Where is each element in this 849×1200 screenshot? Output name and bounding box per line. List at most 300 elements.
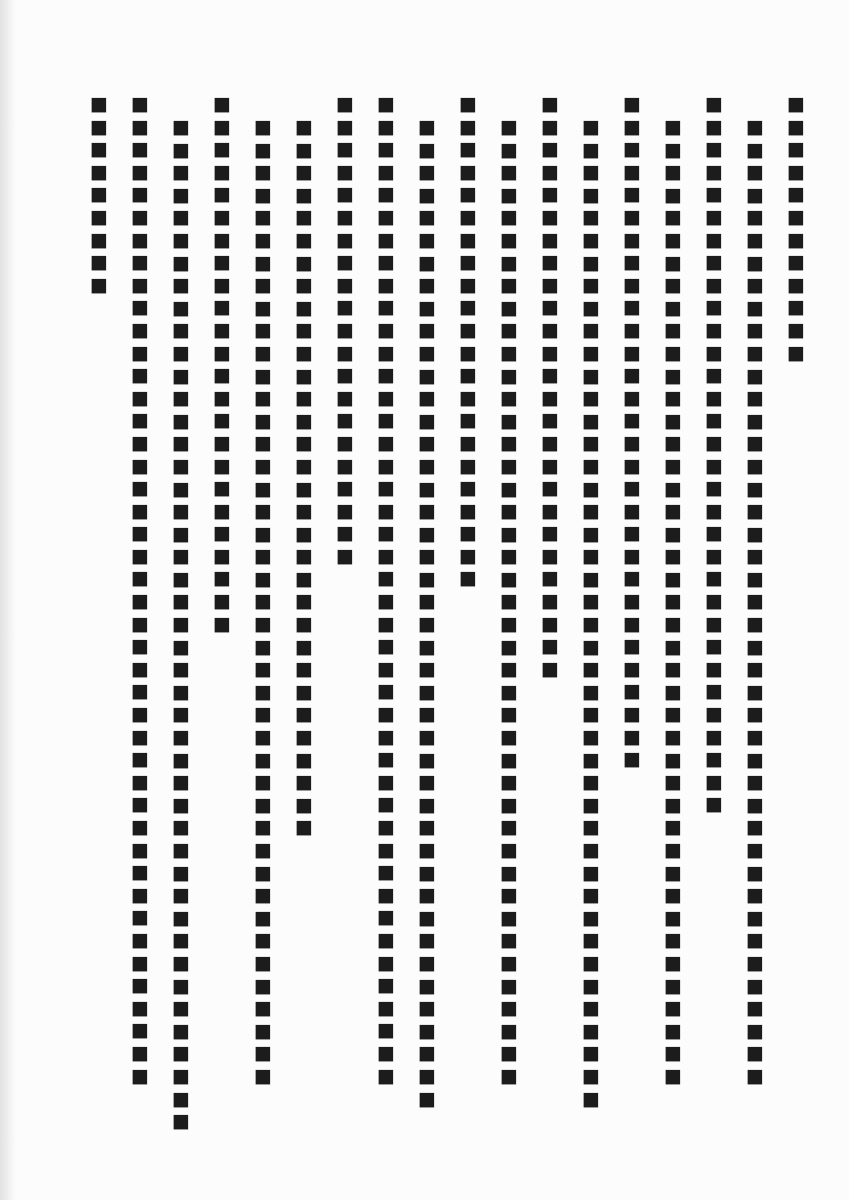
text-char: ■ bbox=[377, 816, 395, 838]
text-char: ■ bbox=[623, 251, 641, 274]
text-char: ■ bbox=[541, 341, 559, 364]
text-char: ■ bbox=[377, 454, 395, 477]
text-char: ■ bbox=[131, 160, 149, 183]
text-char: ■ bbox=[623, 115, 641, 138]
text-char: ■ bbox=[336, 364, 354, 387]
text-char: ■ bbox=[295, 567, 313, 590]
text-char: ■ bbox=[254, 1019, 272, 1042]
text-char: ■ bbox=[705, 228, 723, 251]
text-char: ■ bbox=[623, 431, 641, 454]
text-char: ■ bbox=[131, 951, 149, 974]
text-char: ■ bbox=[377, 680, 395, 703]
text-char: ■ bbox=[500, 997, 518, 1020]
text-char: ■ bbox=[541, 454, 559, 477]
text-char: ■ bbox=[664, 138, 682, 161]
text-char: ■ bbox=[664, 748, 682, 771]
text-char: ■ bbox=[418, 387, 436, 410]
text-char: ■ bbox=[746, 590, 764, 613]
text-char: ■ bbox=[705, 748, 723, 771]
text-char: ■ bbox=[418, 658, 436, 681]
text-char: ■ bbox=[459, 567, 477, 590]
text-char: ■ bbox=[336, 341, 354, 364]
text-char: ■ bbox=[254, 274, 272, 297]
text-char: ■ bbox=[213, 205, 231, 228]
text-char: ■ bbox=[254, 726, 272, 749]
text-char: ■ bbox=[705, 477, 723, 500]
text-char: ■ bbox=[172, 364, 190, 387]
text-char: ■ bbox=[541, 635, 559, 658]
text-char: ■ bbox=[295, 251, 313, 274]
text-char: ■ bbox=[623, 544, 641, 567]
text-char: ■ bbox=[500, 861, 518, 884]
text-char: ■ bbox=[295, 454, 313, 477]
text-char: ■ bbox=[254, 658, 272, 681]
text-char: ■ bbox=[500, 658, 518, 681]
text-char: ■ bbox=[295, 500, 313, 523]
text-char: ■ bbox=[254, 545, 272, 568]
text-char: ■ bbox=[131, 454, 149, 477]
text-char: ■ bbox=[582, 138, 600, 161]
text-char: ■ bbox=[705, 544, 723, 567]
text-char: ■ bbox=[459, 318, 477, 341]
text-char: ■ bbox=[582, 884, 600, 907]
text-char: ■ bbox=[172, 1087, 190, 1110]
text-char: ■ bbox=[541, 205, 559, 228]
text-char: ■ bbox=[254, 839, 272, 861]
text-char: ■ bbox=[582, 1064, 600, 1087]
text-char: ■ bbox=[90, 138, 108, 161]
text-char: ■ bbox=[623, 183, 641, 206]
text-char: ■ bbox=[213, 522, 231, 545]
text-char: ■ bbox=[172, 138, 190, 161]
text-char: ■ bbox=[664, 658, 682, 681]
text-char: ■ bbox=[664, 929, 682, 952]
text-char: ■ bbox=[254, 116, 272, 138]
text-char: ■ bbox=[787, 183, 805, 206]
text-char: ■ bbox=[172, 951, 190, 974]
text-char: ■ bbox=[500, 1042, 518, 1065]
text-char: ■ bbox=[623, 748, 641, 771]
text-char: ■ bbox=[746, 364, 764, 387]
text-char: ■ bbox=[213, 228, 231, 251]
text-char: ■ bbox=[172, 726, 190, 749]
text-char: ■ bbox=[295, 613, 313, 636]
text-char: ■ bbox=[254, 1064, 272, 1087]
text-char: ■ bbox=[131, 115, 149, 138]
text-char: ■ bbox=[418, 432, 436, 455]
text-char: ■ bbox=[336, 93, 354, 115]
text-char: ■ bbox=[418, 409, 436, 432]
text-char: ■ bbox=[787, 273, 805, 296]
text-char: ■ bbox=[295, 432, 313, 455]
text-char: ■ bbox=[623, 296, 641, 319]
text-char: ■ bbox=[541, 612, 559, 635]
text-char: ■ bbox=[623, 477, 641, 500]
text-char: ■ bbox=[664, 228, 682, 251]
text-char: ■ bbox=[254, 906, 272, 929]
text-char: ■ bbox=[459, 454, 477, 477]
text-char: ■ bbox=[746, 974, 764, 997]
text-char: ■ bbox=[213, 296, 231, 319]
text-char: ■ bbox=[254, 884, 272, 907]
text-char: ■ bbox=[336, 251, 354, 274]
text-char: ■ bbox=[664, 635, 682, 658]
text-char: ■ bbox=[295, 341, 313, 364]
text-char: ■ bbox=[131, 883, 149, 906]
text-char: ■ bbox=[541, 273, 559, 296]
text-char: ■ bbox=[418, 477, 436, 500]
text-char: ■ bbox=[377, 838, 395, 861]
text-char: ■ bbox=[705, 251, 723, 274]
text-char: ■ bbox=[459, 273, 477, 296]
text-char: ■ bbox=[418, 951, 436, 974]
text-char: ■ bbox=[131, 567, 149, 590]
text-char: ■ bbox=[377, 635, 395, 658]
text-char: ■ bbox=[213, 93, 231, 115]
text-char: ■ bbox=[541, 183, 559, 206]
text-char: ■ bbox=[705, 612, 723, 635]
text-char: ■ bbox=[459, 341, 477, 364]
text-char: ■ bbox=[418, 884, 436, 907]
text-char: ■ bbox=[746, 341, 764, 364]
text-char: ■ bbox=[664, 839, 682, 861]
text-char: ■ bbox=[90, 115, 108, 138]
text-char: ■ bbox=[541, 522, 559, 545]
text-char: ■ bbox=[582, 748, 600, 771]
text-char: ■ bbox=[541, 160, 559, 183]
text-char: ■ bbox=[787, 93, 805, 115]
text-char: ■ bbox=[541, 477, 559, 500]
text-char: ■ bbox=[418, 680, 436, 703]
text-char: ■ bbox=[582, 183, 600, 206]
text-char: ■ bbox=[500, 228, 518, 251]
text-char: ■ bbox=[377, 544, 395, 567]
text-char: ■ bbox=[254, 635, 272, 658]
text-char: ■ bbox=[500, 1019, 518, 1042]
text-char: ■ bbox=[172, 183, 190, 206]
text-char: ■ bbox=[746, 839, 764, 861]
text-char: ■ bbox=[705, 138, 723, 161]
text-char: ■ bbox=[746, 906, 764, 929]
text-line bbox=[498, 93, 520, 1133]
text-char: ■ bbox=[131, 996, 149, 1019]
text-char: ■ bbox=[459, 93, 477, 115]
text-char: ■ bbox=[336, 296, 354, 319]
text-char: ■ bbox=[172, 1110, 190, 1133]
text-char: ■ bbox=[336, 386, 354, 409]
text-char: ■ bbox=[295, 522, 313, 545]
text-line bbox=[744, 93, 766, 1133]
text-char: ■ bbox=[131, 477, 149, 500]
text-char: ■ bbox=[746, 500, 764, 523]
text-char: ■ bbox=[131, 725, 149, 748]
text-char: ■ bbox=[213, 454, 231, 477]
text-char: ■ bbox=[418, 839, 436, 861]
text-char: ■ bbox=[705, 431, 723, 454]
text-char: ■ bbox=[746, 228, 764, 251]
text-char: ■ bbox=[664, 703, 682, 726]
text-char: ■ bbox=[418, 364, 436, 387]
text-char: ■ bbox=[131, 1064, 149, 1087]
text-char: ■ bbox=[418, 613, 436, 636]
text-char: ■ bbox=[500, 748, 518, 771]
text-char: ■ bbox=[500, 432, 518, 455]
text-char: ■ bbox=[746, 432, 764, 455]
text-line bbox=[211, 93, 233, 1133]
scan-edge-shading bbox=[0, 0, 16, 1200]
text-char: ■ bbox=[377, 228, 395, 251]
text-char: ■ bbox=[746, 658, 764, 681]
text-char: ■ bbox=[705, 657, 723, 680]
text-char: ■ bbox=[582, 116, 600, 138]
text-char: ■ bbox=[459, 544, 477, 567]
text-char: ■ bbox=[623, 680, 641, 703]
text-char: ■ bbox=[336, 205, 354, 228]
text-line bbox=[170, 93, 192, 1133]
text-char: ■ bbox=[336, 183, 354, 206]
text-char: ■ bbox=[254, 974, 272, 997]
text-char: ■ bbox=[254, 161, 272, 184]
text-char: ■ bbox=[746, 545, 764, 568]
text-char: ■ bbox=[500, 364, 518, 387]
text-char: ■ bbox=[254, 793, 272, 816]
text-char: ■ bbox=[377, 431, 395, 454]
text-char: ■ bbox=[459, 477, 477, 500]
text-char: ■ bbox=[623, 499, 641, 522]
text-char: ■ bbox=[172, 296, 190, 319]
text-char: ■ bbox=[377, 974, 395, 997]
text-char: ■ bbox=[418, 138, 436, 161]
text-char: ■ bbox=[705, 205, 723, 228]
text-char: ■ bbox=[213, 364, 231, 387]
text-char: ■ bbox=[582, 997, 600, 1020]
text-char: ■ bbox=[664, 206, 682, 229]
text-char: ■ bbox=[377, 861, 395, 884]
text-char: ■ bbox=[131, 138, 149, 161]
text-char: ■ bbox=[418, 500, 436, 523]
text-char: ■ bbox=[131, 296, 149, 319]
text-char: ■ bbox=[459, 205, 477, 228]
text-char: ■ bbox=[746, 703, 764, 726]
text-char: ■ bbox=[172, 1042, 190, 1065]
text-char: ■ bbox=[254, 522, 272, 545]
text-char: ■ bbox=[582, 906, 600, 929]
text-char: ■ bbox=[172, 906, 190, 929]
text-char: ■ bbox=[213, 567, 231, 590]
text-char: ■ bbox=[623, 341, 641, 364]
text-char: ■ bbox=[664, 590, 682, 613]
text-char: ■ bbox=[172, 206, 190, 229]
text-char: ■ bbox=[705, 273, 723, 296]
text-char: ■ bbox=[664, 296, 682, 319]
text-char: ■ bbox=[213, 160, 231, 183]
text-char: ■ bbox=[541, 544, 559, 567]
text-char: ■ bbox=[336, 454, 354, 477]
text-char: ■ bbox=[500, 138, 518, 161]
text-line bbox=[662, 93, 684, 1133]
text-char: ■ bbox=[295, 726, 313, 749]
text-char: ■ bbox=[582, 274, 600, 297]
text-char: ■ bbox=[295, 793, 313, 816]
text-line bbox=[334, 93, 356, 1133]
text-char: ■ bbox=[459, 138, 477, 161]
text-char: ■ bbox=[172, 409, 190, 432]
text-char: ■ bbox=[664, 364, 682, 387]
text-char: ■ bbox=[664, 409, 682, 432]
text-char: ■ bbox=[459, 364, 477, 387]
text-char: ■ bbox=[623, 205, 641, 228]
text-char: ■ bbox=[664, 997, 682, 1020]
text-char: ■ bbox=[746, 1064, 764, 1087]
text-char: ■ bbox=[377, 1064, 395, 1087]
text-char: ■ bbox=[172, 251, 190, 274]
text-char: ■ bbox=[213, 115, 231, 138]
text-char: ■ bbox=[500, 703, 518, 726]
text-line bbox=[416, 93, 438, 1133]
text-char: ■ bbox=[90, 228, 108, 251]
text-char: ■ bbox=[746, 161, 764, 184]
text-char: ■ bbox=[131, 251, 149, 274]
text-char: ■ bbox=[746, 861, 764, 884]
text-char: ■ bbox=[582, 974, 600, 997]
text-char: ■ bbox=[746, 138, 764, 161]
text-char: ■ bbox=[500, 545, 518, 568]
text-char: ■ bbox=[664, 951, 682, 974]
text-char: ■ bbox=[254, 861, 272, 884]
text-char: ■ bbox=[787, 228, 805, 251]
text-char: ■ bbox=[746, 951, 764, 974]
text-char: ■ bbox=[172, 929, 190, 952]
text-char: ■ bbox=[623, 635, 641, 658]
text-char: ■ bbox=[582, 793, 600, 816]
text-char: ■ bbox=[295, 138, 313, 161]
text-char: ■ bbox=[377, 318, 395, 341]
text-char: ■ bbox=[254, 1042, 272, 1065]
text-char: ■ bbox=[705, 93, 723, 115]
text-char: ■ bbox=[582, 613, 600, 636]
text-char: ■ bbox=[418, 183, 436, 206]
text-char: ■ bbox=[787, 296, 805, 319]
text-char: ■ bbox=[705, 296, 723, 319]
text-char: ■ bbox=[623, 522, 641, 545]
text-char: ■ bbox=[582, 635, 600, 658]
text-char: ■ bbox=[377, 341, 395, 364]
text-char: ■ bbox=[500, 454, 518, 477]
text-char: ■ bbox=[131, 522, 149, 545]
text-char: ■ bbox=[664, 319, 682, 342]
text-char: ■ bbox=[131, 928, 149, 951]
text-char: ■ bbox=[254, 206, 272, 229]
text-char: ■ bbox=[664, 1064, 682, 1087]
text-char: ■ bbox=[418, 545, 436, 568]
text-char: ■ bbox=[459, 183, 477, 206]
text-char: ■ bbox=[664, 183, 682, 206]
text-char: ■ bbox=[705, 160, 723, 183]
text-char: ■ bbox=[582, 409, 600, 432]
text-char: ■ bbox=[787, 205, 805, 228]
text-char: ■ bbox=[500, 522, 518, 545]
text-line bbox=[375, 93, 397, 1133]
text-char: ■ bbox=[664, 884, 682, 907]
text-char: ■ bbox=[500, 206, 518, 229]
text-char: ■ bbox=[541, 318, 559, 341]
text-char: ■ bbox=[664, 387, 682, 410]
text-char: ■ bbox=[459, 522, 477, 545]
text-char: ■ bbox=[500, 500, 518, 523]
text-char: ■ bbox=[295, 364, 313, 387]
text-char: ■ bbox=[582, 680, 600, 703]
text-char: ■ bbox=[213, 431, 231, 454]
text-char: ■ bbox=[418, 590, 436, 613]
text-char: ■ bbox=[90, 251, 108, 274]
text-char: ■ bbox=[377, 703, 395, 726]
text-char: ■ bbox=[459, 499, 477, 522]
text-char: ■ bbox=[418, 319, 436, 342]
text-char: ■ bbox=[377, 883, 395, 906]
text-char: ■ bbox=[459, 296, 477, 319]
text-char: ■ bbox=[500, 816, 518, 839]
text-char: ■ bbox=[623, 703, 641, 726]
text-char: ■ bbox=[254, 409, 272, 432]
text-char: ■ bbox=[172, 658, 190, 681]
text-char: ■ bbox=[254, 929, 272, 952]
text-char: ■ bbox=[418, 703, 436, 726]
text-char: ■ bbox=[746, 884, 764, 907]
text-char: ■ bbox=[131, 93, 149, 115]
text-char: ■ bbox=[295, 680, 313, 703]
text-char: ■ bbox=[582, 951, 600, 974]
text-char: ■ bbox=[582, 228, 600, 251]
text-char: ■ bbox=[746, 771, 764, 794]
text-char: ■ bbox=[131, 183, 149, 206]
text-char: ■ bbox=[582, 816, 600, 839]
text-char: ■ bbox=[90, 93, 108, 115]
text-char: ■ bbox=[336, 273, 354, 296]
text-char: ■ bbox=[295, 771, 313, 794]
text-char: ■ bbox=[623, 567, 641, 590]
text-char: ■ bbox=[418, 997, 436, 1020]
text-char: ■ bbox=[336, 115, 354, 138]
text-char: ■ bbox=[254, 951, 272, 974]
text-char: ■ bbox=[295, 116, 313, 138]
text-char: ■ bbox=[582, 161, 600, 184]
text-char: ■ bbox=[377, 93, 395, 115]
text-char: ■ bbox=[746, 522, 764, 545]
text-char: ■ bbox=[541, 251, 559, 274]
text-char: ■ bbox=[172, 567, 190, 590]
text-char: ■ bbox=[705, 793, 723, 816]
text-char: ■ bbox=[131, 770, 149, 793]
text-char: ■ bbox=[705, 364, 723, 387]
text-char: ■ bbox=[500, 839, 518, 861]
text-char: ■ bbox=[541, 93, 559, 115]
text-char: ■ bbox=[418, 251, 436, 274]
text-char: ■ bbox=[213, 251, 231, 274]
text-char: ■ bbox=[172, 1064, 190, 1087]
text-char: ■ bbox=[582, 1019, 600, 1042]
text-char: ■ bbox=[705, 635, 723, 658]
text-char: ■ bbox=[172, 274, 190, 297]
text-char: ■ bbox=[541, 567, 559, 590]
text-char: ■ bbox=[172, 703, 190, 726]
text-char: ■ bbox=[500, 1064, 518, 1087]
text-char: ■ bbox=[295, 183, 313, 206]
text-char: ■ bbox=[705, 318, 723, 341]
text-char: ■ bbox=[746, 274, 764, 297]
text-char: ■ bbox=[582, 861, 600, 884]
text-char: ■ bbox=[172, 748, 190, 771]
text-char: ■ bbox=[131, 657, 149, 680]
